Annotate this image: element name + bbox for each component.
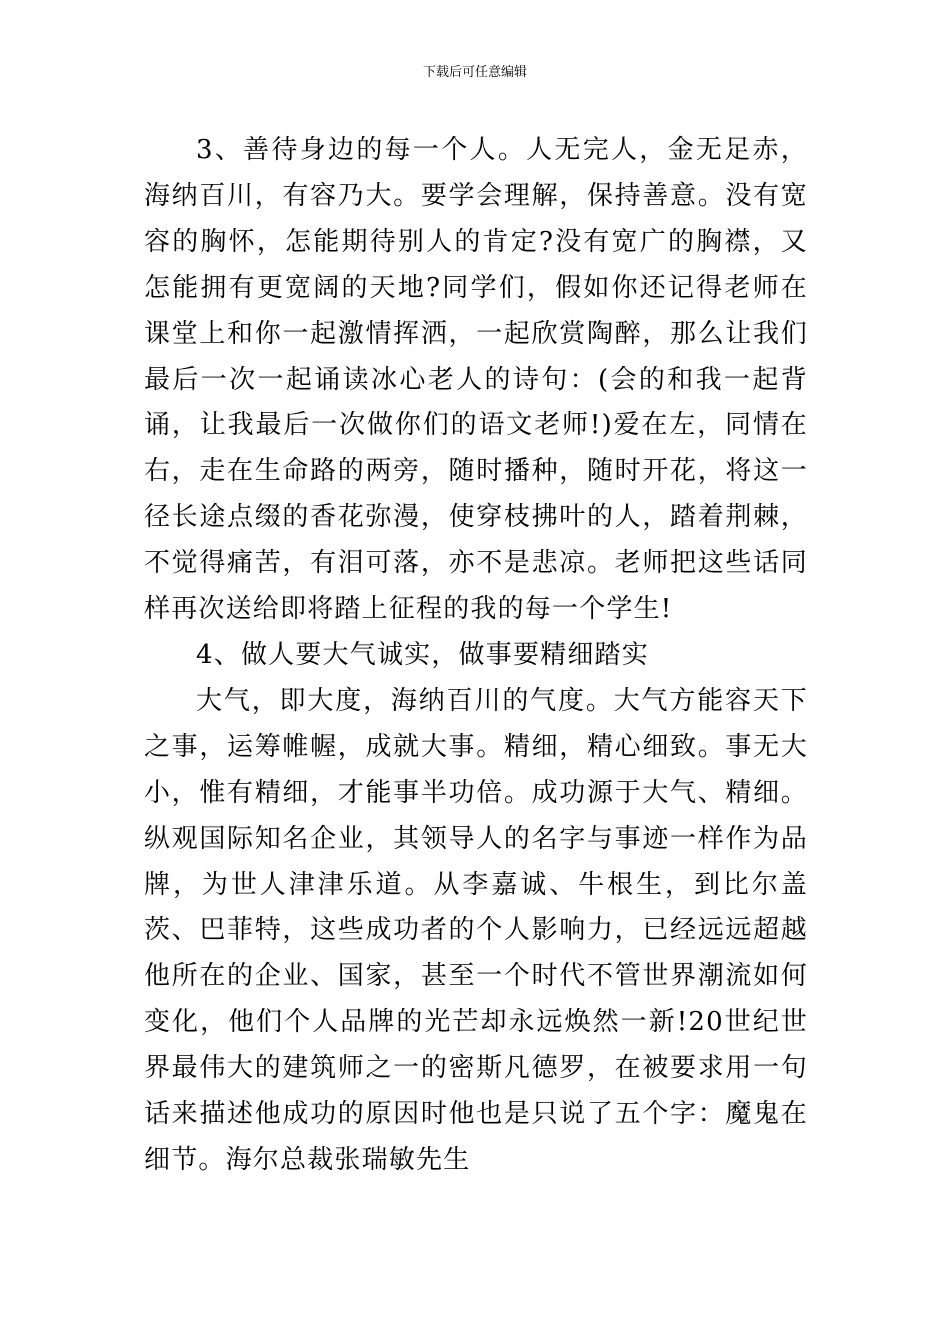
- document-body: [144, 128, 808, 1184]
- paragraph-treat-everyone: 3、善待身边的每一个人。人无完人，金无足赤，海纳百川，有容乃大。要学会理解，保持善意。没有宽容的胸怀，怎能期待别人的肯定?没有宽广的胸襟，又怎能拥有更宽阔的天地?同学们，假如你还记得老师在课堂上和你一起激情挥洒，一起欣赏陶醉，那么让我们最后一次一起诵读冰心老人的诗句：(会的和我一起背诵，让我最后一次做你们的语文老师!)爱在左，同情在右，走在生命路的两旁，随时播种，随时开花，将这一径长途点缀的香花弥漫，使穿枝拂叶的人，踏着荆棘，不觉得痛苦，有泪可落，亦不是悲凉。老师把这些话同样再次送给即将踏上征程的我的每一个学生!: [144, 135, 808, 625]
- paragraph-heading-be-generous: 4、做人要大气诚实，做事要精细踏实: [196, 639, 649, 670]
- paragraph-generosity-detail: 大气，即大度，海纳百川的气度。大气方能容天下之事，运筹帷幄，成就大事。精细，精心细致。事无大小，惟有精细，才能事半功倍。成功源于大气、精细。纵观国际知名企业，其领导人的名字与事迹一样作为品牌，为世人津津乐道。从李嘉诚、牛根生，到比尔盖茨、巴菲特，这些成功者的个人影响力，已经远远超越他所在的企业、国家，甚至一个时代不管世界潮流如何变化，他们个人品牌的光芒却永远焕然一新!20世纪世界最伟大的建筑师之一的密斯凡德罗，在被要求用一句话来描述他成功的原因时他也是只说了五个字：魔鬼在细节。海尔总裁张瑞敏先生: [144, 685, 808, 1175]
- page-header-note: 下载后可任意编辑: [422, 65, 527, 80]
